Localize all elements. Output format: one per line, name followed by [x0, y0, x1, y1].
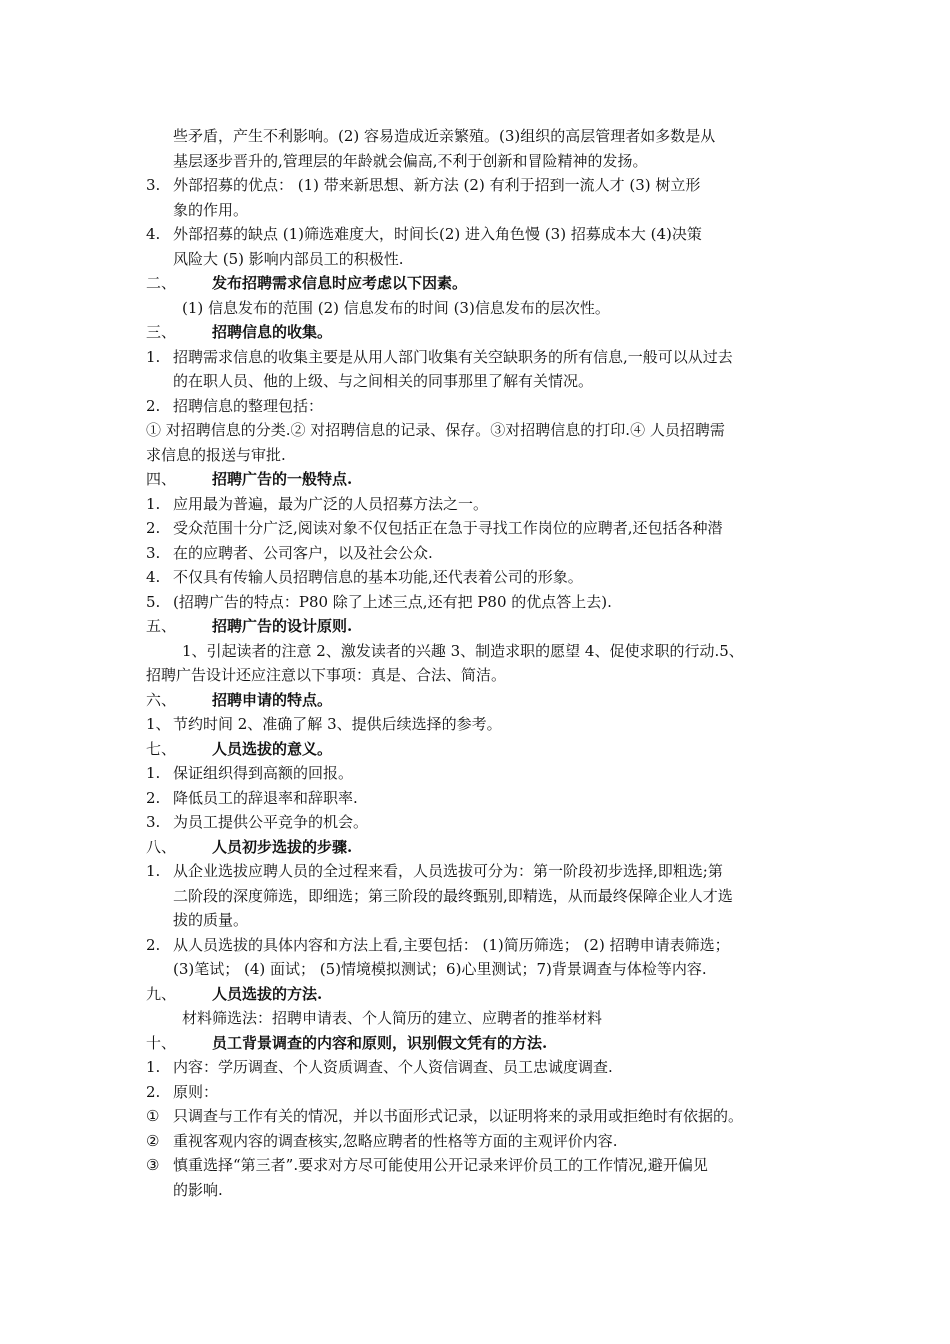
line-text: 材料筛选法：招聘申请表、个人简历的建立、应聘者的推举材料 [182, 1009, 603, 1027]
text-line [0, 957, 950, 982]
text-line [0, 1129, 950, 1154]
text-line [0, 149, 950, 174]
text-line [0, 1080, 950, 1105]
line-text: 招聘广告设计还应注意以下事项：真是、合法、简洁。 [146, 666, 507, 684]
line-text: 从企业选拔应聘人员的全过程来看，人员选拔可分为：第一阶段初步选择,即粗选;第 [173, 862, 723, 880]
line-text: (3)笔试； (4) 面试； (5)情境模拟测试；6)心里测试；7)背景调查与体检等内容. [173, 960, 707, 978]
text-line [0, 247, 950, 272]
line-text: 基层逐步晋升的,管理层的年龄就会偏高,不利于创新和冒险精神的发扬。 [173, 151, 648, 170]
section-title: 人员选拔的意义。 [212, 739, 333, 758]
list-marker: 1. [146, 494, 161, 513]
list-marker: 3. [146, 813, 161, 831]
section-title: 人员初步选拔的步骤. [212, 837, 353, 856]
text-line [0, 492, 950, 517]
line-text: 风险大 (5) 影响内部员工的积极性. [173, 249, 404, 268]
line-text: 拔的质量。 [173, 911, 249, 929]
section-heading [0, 835, 950, 860]
list-marker: 1. [146, 1058, 161, 1076]
text-line [0, 222, 950, 247]
line-text: 内容：学历调查、个人资质调查、个人资信调查、员工忠诚度调查. [173, 1058, 613, 1076]
line-text: 的影响. [173, 1180, 223, 1199]
text-line [0, 590, 950, 615]
text-line [0, 345, 950, 370]
line-text: 外部招募的优点： (1) 带来新思想、新方法 (2) 有利于招到一流人才 (3) 树立形 [173, 176, 701, 194]
list-marker: 2. [146, 519, 161, 537]
section-heading [0, 1031, 950, 1056]
list-marker: 1、 [146, 715, 171, 733]
list-marker: 1. [146, 764, 161, 782]
line-text: 二阶段的深度筛选，即细选；第三阶段的最终甄别,即精选，从而最终保障企业人才选 [173, 886, 733, 905]
text-line [0, 663, 950, 688]
text-line [0, 369, 950, 394]
line-text: 原则： [173, 1082, 219, 1101]
text-line [0, 786, 950, 811]
text-line [0, 761, 950, 786]
section-number: 六、 [146, 690, 177, 709]
line-text: 不仅具有传输人员招聘信息的基本功能,还代表着公司的形象。 [173, 568, 583, 586]
section-number: 八、 [146, 837, 177, 856]
text-line [0, 418, 950, 443]
list-marker: 5. [146, 592, 161, 611]
section-number: 四、 [146, 470, 177, 488]
line-text: 外部招募的缺点 (1)筛选难度大，时间长(2) 进入角色慢 (3) 招募成本大 (4)决策 [173, 225, 702, 243]
list-marker: ③ [146, 1156, 160, 1174]
line-text: ① 对招聘信息的分类.② 对招聘信息的记录、保存。③对招聘信息的打印.④ 人员招聘需 [146, 421, 725, 439]
section-title: 招聘广告的设计原则. [212, 617, 353, 635]
text-line [0, 1104, 950, 1129]
line-text: (1) 信息发布的范围 (2) 信息发布的时间 (3)信息发布的层次性。 [182, 298, 610, 317]
list-marker: 4. [146, 225, 161, 243]
section-heading [0, 320, 950, 345]
section-title: 招聘信息的收集。 [212, 323, 333, 341]
list-marker: ① [146, 1107, 160, 1125]
line-text: 应用最为普遍，最为广泛的人员招募方法之一。 [173, 494, 489, 513]
text-line [0, 541, 950, 566]
line-text: 在的应聘者、公司客户，以及社会公众. [173, 543, 433, 562]
section-heading [0, 982, 950, 1007]
line-text: 象的作用。 [173, 200, 249, 219]
line-text: 只调查与工作有关的情况，并以书面形式记录，以证明将来的录用或拒绝时有依据的。 [173, 1107, 744, 1125]
section-title: 员工背景调查的内容和原则，识别假文凭有的方法. [212, 1033, 548, 1052]
line-text: 求信息的报送与审批. [146, 445, 286, 464]
text-line [0, 712, 950, 737]
section-title: 招聘广告的一般特点. [212, 470, 353, 488]
section-number: 十、 [146, 1033, 177, 1052]
list-marker: 3. [146, 543, 161, 562]
line-text: 受众范围十分广泛,阅读对象不仅包括正在急于寻找工作岗位的应聘者,还包括各种潜 [173, 519, 723, 537]
line-text: (招聘广告的特点：P80 除了上述三点,还有把 P80 的优点答上去). [173, 592, 612, 611]
section-heading [0, 737, 950, 762]
section-number: 五、 [146, 617, 177, 635]
text-line [0, 1006, 950, 1031]
line-text: 的在职人员、他的上级、与之间相关的同事那里了解有关情况。 [173, 372, 594, 390]
document-body [0, 124, 950, 1202]
list-marker: 2. [146, 1082, 161, 1101]
line-text: 节约时间 2、准确了解 3、提供后续选择的参考。 [173, 715, 502, 733]
text-line [0, 1055, 950, 1080]
text-line [0, 173, 950, 198]
section-number: 九、 [146, 984, 177, 1003]
line-text: 从人员选拔的具体内容和方法上看,主要包括： (1)简历筛选； (2) 招聘申请表筛选； [173, 935, 730, 954]
section-heading [0, 271, 950, 296]
text-line [0, 296, 950, 321]
section-heading [0, 614, 950, 639]
section-title: 发布招聘需求信息时应考虑以下因素。 [212, 274, 468, 292]
line-text: 招聘需求信息的收集主要是从用人部门收集有关空缺职务的所有信息,一般可以从过去 [173, 347, 733, 366]
text-line [0, 394, 950, 419]
line-text: 1、引起读者的注意 2、激发读者的兴趣 3、制造求职的愿望 4、促使求职的行动.5、 [182, 641, 744, 660]
text-line [0, 516, 950, 541]
section-heading [0, 467, 950, 492]
text-line [0, 639, 950, 664]
list-marker: 2. [146, 396, 161, 415]
section-number: 七、 [146, 739, 177, 758]
list-marker: 3. [146, 176, 161, 194]
line-text: 些矛盾，产生不利影响。(2) 容易造成近亲繁殖。(3)组织的高层管理者如多数是从 [173, 127, 716, 145]
text-line [0, 810, 950, 835]
line-text: 重视客观内容的调查核实,忽略应聘者的性格等方面的主观评价内容. [173, 1131, 618, 1150]
text-line [0, 933, 950, 958]
text-line [0, 908, 950, 933]
text-line [0, 884, 950, 909]
line-text: 保证组织得到高额的回报。 [173, 764, 354, 782]
text-line [0, 198, 950, 223]
text-line [0, 124, 950, 149]
text-line [0, 859, 950, 884]
section-title: 人员选拔的方法. [212, 984, 323, 1003]
section-number: 二、 [146, 274, 177, 292]
text-line [0, 443, 950, 468]
list-marker: 1. [146, 347, 161, 366]
list-marker: ② [146, 1131, 160, 1150]
line-text: 降低员工的辞退率和辞职率. [173, 788, 358, 807]
list-marker: 1. [146, 862, 161, 880]
text-line [0, 565, 950, 590]
line-text: 招聘信息的整理包括： [173, 396, 324, 415]
line-text: 慎重选择“第三者”.要求对方尽可能使用公开记录来评价员工的工作情况,避开偏见 [173, 1156, 708, 1174]
text-line [0, 1153, 950, 1178]
list-marker: 2. [146, 935, 161, 954]
line-text: 为员工提供公平竞争的机会。 [173, 813, 369, 831]
text-line [0, 1178, 950, 1203]
list-marker: 4. [146, 568, 161, 586]
list-marker: 2. [146, 788, 161, 807]
section-heading [0, 688, 950, 713]
section-number: 三、 [146, 323, 177, 341]
section-title: 招聘申请的特点。 [212, 690, 333, 709]
